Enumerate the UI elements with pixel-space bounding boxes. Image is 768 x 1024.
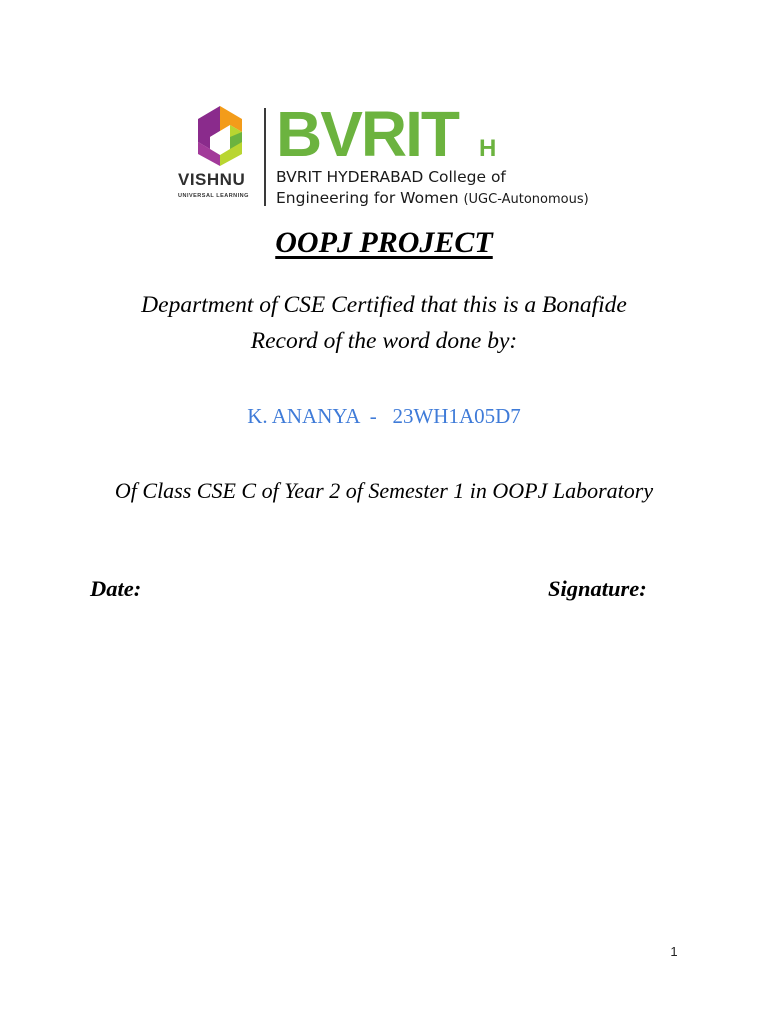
signature-label: Signature: bbox=[548, 576, 647, 601]
page-number: 1 bbox=[670, 944, 678, 959]
date-label: Date: bbox=[90, 576, 142, 601]
bvrit-wordmark bbox=[274, 100, 524, 166]
class-details: Of Class CSE C of Year 2 of Semester 1 in OOPJ Laboratory bbox=[114, 478, 654, 503]
college-name-line2 bbox=[276, 189, 589, 207]
certification-line1: Department of CSE Certified that this is a Bonafide bbox=[141, 292, 627, 318]
vishnu-logo-mark bbox=[190, 104, 250, 168]
bvrit-text: BVRIT bbox=[276, 100, 458, 166]
bvrit-suffix: H bbox=[479, 135, 497, 162]
student-name-roll: K. ANANYA - 23WH1A05D7 bbox=[247, 404, 521, 428]
ugc-autonomous: (UGC-Autonomous) bbox=[463, 192, 589, 207]
logo-divider bbox=[264, 108, 266, 206]
college-name-line1: BVRIT HYDERABAD College of bbox=[276, 168, 506, 186]
vishnu-tagline: UNIVERSAL LEARNING bbox=[178, 193, 249, 199]
college-name-line2-text: Engineering for Women bbox=[276, 189, 459, 207]
certification-line2: Record of the word done by: bbox=[250, 328, 518, 354]
college-logo bbox=[178, 100, 598, 212]
project-title: OOPJ PROJECT bbox=[275, 226, 493, 259]
vishnu-brand-text: VISHNU bbox=[178, 170, 246, 189]
